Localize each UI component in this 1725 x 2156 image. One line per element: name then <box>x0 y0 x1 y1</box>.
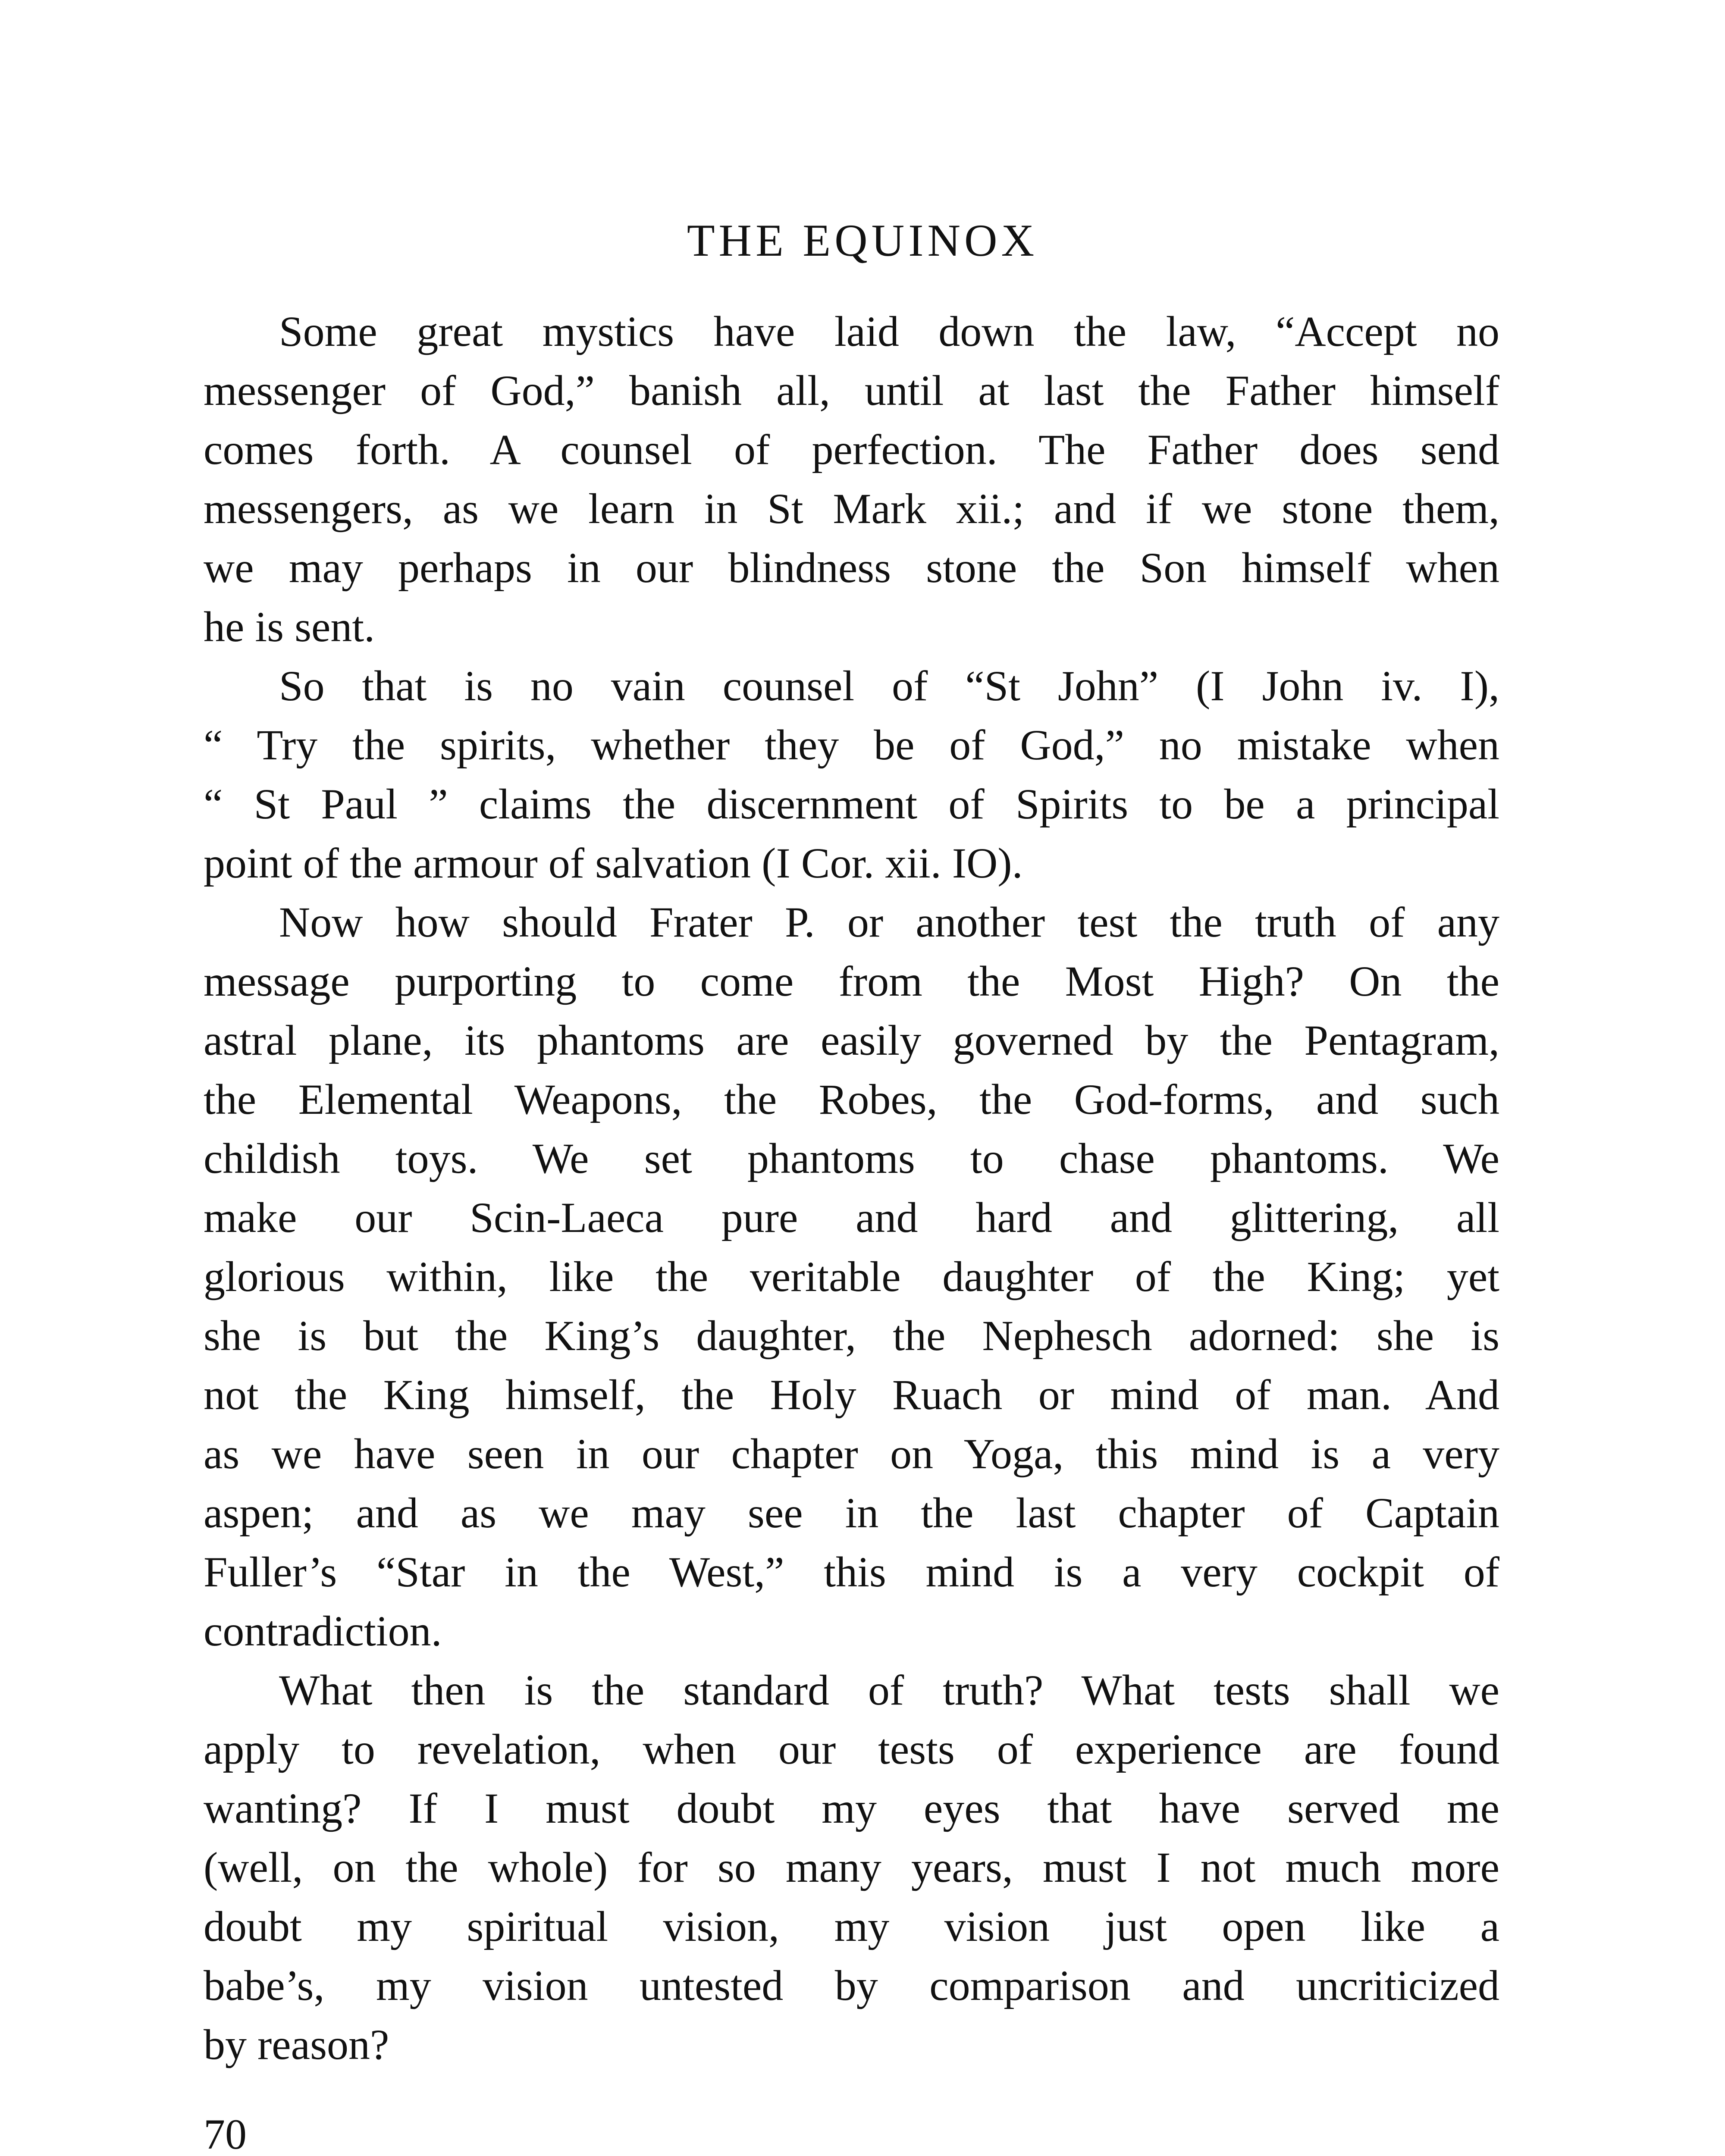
text-line: not the King himself, the Holy Ruach or mind of man. And <box>204 1371 1499 1419</box>
paragraph <box>204 656 1499 893</box>
text-line: “ St Paul ” claims the discernment of Spirits to be a principal <box>204 780 1499 828</box>
body-text <box>204 302 1499 2074</box>
text-line: glorious within, like the veritable daughter of the King; yet <box>204 1253 1499 1300</box>
text-line: messengers, as we learn in St Mark xii.; and if we stone them, <box>204 485 1499 533</box>
text-line: she is but the King’s daughter, the Nephesch adorned: she is <box>204 1312 1499 1360</box>
text-line: What then is the standard of truth? What tests shall we <box>279 1666 1499 1714</box>
text-line: “ Try the spirits, whether they be of God,” no mistake when <box>204 721 1499 769</box>
text-line: the Elemental Weapons, the Robes, the God-forms, and such <box>204 1075 1499 1123</box>
text-line: childish toys. We set phantoms to chase phantoms. We <box>204 1134 1499 1182</box>
text-line: So that is no vain counsel of “St John” (I John iv. I), <box>279 662 1499 710</box>
text-line: babe’s, my vision untested by comparison and uncriticized <box>204 1962 1499 2009</box>
text-line: contradiction. <box>204 1607 442 1655</box>
page-number: 70 <box>204 2110 247 2156</box>
text-line: (well, on the whole) for so many years, must I not much more <box>204 1843 1499 1891</box>
text-line: messenger of God,” banish all, until at last the Father himself <box>204 367 1499 414</box>
text-line: Now how should Frater P. or another test the truth of any <box>279 898 1499 946</box>
text-line: apply to revelation, when our tests of experience are found <box>204 1725 1499 1773</box>
text-line: Some great mystics have laid down the law, “Accept no <box>279 307 1499 355</box>
text-line: he is sent. <box>204 603 375 651</box>
text-line: comes forth. A counsel of perfection. The Father does send <box>204 426 1499 473</box>
text-line: wanting? If I must doubt my eyes that have served me <box>204 1784 1499 1832</box>
text-line: doubt my spiritual vision, my vision just open like a <box>204 1902 1499 1950</box>
text-line: we may perhaps in our blindness stone the Son himself when <box>204 544 1499 592</box>
text-line: astral plane, its phantoms are easily governed by the Pentagram, <box>204 1016 1499 1064</box>
paragraph <box>204 302 1499 656</box>
text-line: point of the armour of salvation (I Cor. xii. IO). <box>204 839 1023 887</box>
running-head: THE EQUINOX <box>687 215 1038 266</box>
paragraph <box>204 893 1499 1661</box>
text-line: as we have seen in our chapter on Yoga, this mind is a very <box>204 1430 1499 1478</box>
text-line: make our Scin-Laeca pure and hard and glittering, all <box>204 1194 1499 1241</box>
text-line: Fuller’s “Star in the West,” this mind is a very cockpit of <box>204 1548 1499 1596</box>
text-line: by reason? <box>204 2021 389 2068</box>
text-line: aspen; and as we may see in the last chapter of Captain <box>204 1489 1499 1537</box>
paragraph <box>204 1661 1499 2074</box>
text-line: message purporting to come from the Most High? On the <box>204 957 1499 1005</box>
